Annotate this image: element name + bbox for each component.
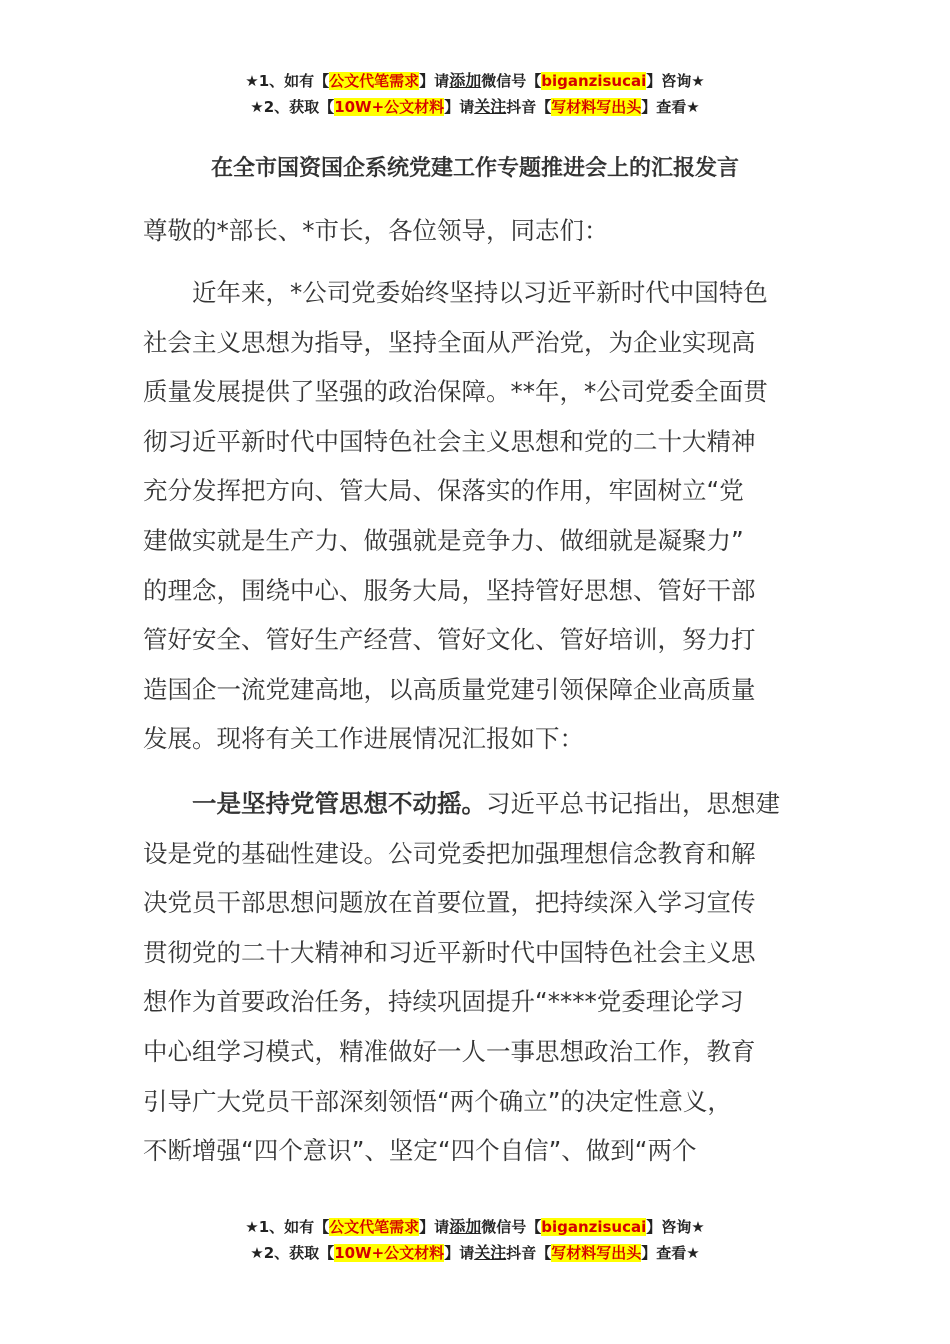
paragraph-1	[143, 268, 809, 764]
banner-text: ★1、如有【	[245, 1218, 330, 1236]
text-line: 不断增强“四个意识”、坚定“四个自信”、做到“两个	[143, 1136, 697, 1166]
banner-highlight: 公文代笔需求	[329, 72, 420, 90]
salutation	[143, 206, 809, 256]
banner-text: 抖音【	[506, 98, 552, 116]
text-line: 设是党的基础性建设。公司党委把加强理想信念教育和解	[143, 838, 756, 868]
banner-highlight: 公文代笔需求	[329, 1218, 420, 1236]
text-line: 彻习近平新时代中国特色社会主义思想和党的二十大精神	[143, 426, 756, 456]
banner-emphasis: 关注	[474, 97, 507, 116]
banner-text: 微信号【	[481, 1218, 542, 1236]
header-banner	[0, 68, 950, 120]
banner-text: 】查看★	[641, 1244, 700, 1262]
section-heading: 一是坚持党管思想不动摇。	[143, 789, 486, 818]
banner-line-2	[0, 94, 950, 120]
banner-text: ★1、如有【	[245, 72, 330, 90]
douyin-id-highlight: 写材料写出头	[551, 1244, 642, 1262]
paragraph-2	[143, 779, 809, 1176]
text-line: 贯彻党的二十大精神和习近平新时代中国特色社会主义思	[143, 937, 756, 967]
text-line: 社会主义思想为指导，坚持全面从严治党，为企业实现高	[143, 327, 756, 357]
banner-highlight: 10W+公文材料	[334, 1244, 445, 1262]
banner-text: 】请	[419, 72, 450, 90]
salutation-line: 尊敬的*部长、*市长，各位领导，同志们：	[143, 216, 609, 245]
banner-text: 】请	[444, 98, 475, 116]
text-line: 中心组学习模式，精准做好一人一事思想政治工作，教育	[143, 1036, 756, 1066]
banner-text: 】请	[444, 1244, 475, 1262]
text-line: 想作为首要政治任务，持续巩固提升“****党委理论学习	[143, 987, 744, 1017]
text-line: 决党员干部思想问题放在首要位置，把持续深入学习宣传	[143, 888, 756, 918]
banner-text: 抖音【	[506, 1244, 552, 1262]
text-line	[143, 779, 809, 829]
text-line: 近年来，*公司党委始终坚持以习近平新时代中国特色	[143, 278, 768, 307]
footer-banner	[0, 1214, 950, 1266]
text-run: 习近平总书记指出，思想建	[486, 789, 780, 818]
text-line: 引导广大党员干部深刻领悟“两个确立”的决定性意义，	[143, 1086, 732, 1116]
banner-emphasis: 添加	[449, 71, 482, 90]
douyin-id-highlight: 写材料写出头	[551, 98, 642, 116]
banner-text: 微信号【	[481, 72, 542, 90]
banner-text: 】咨询★	[646, 1218, 705, 1236]
text-line: 发展。现将有关工作进展情况汇报如下：	[143, 724, 584, 754]
text-line: 建做实就是生产力、做强就是竞争力、做细就是凝聚力”	[143, 525, 744, 555]
banner-line-1	[0, 1214, 950, 1240]
banner-text: ★2、获取【	[250, 1244, 335, 1262]
wechat-id-highlight: biganzisucai	[541, 72, 647, 90]
text-line: 充分发挥把方向、管大局、保落实的作用，牢固树立“党	[143, 476, 744, 506]
banner-line-2	[0, 1240, 950, 1266]
banner-highlight: 10W+公文材料	[334, 98, 445, 116]
text-line: 造国企一流党建高地，以高质量党建引领保障企业高质量	[143, 674, 756, 704]
banner-emphasis: 添加	[449, 1217, 482, 1236]
document-title: 在全市国资国企系统党建工作专题推进会上的汇报发言	[210, 156, 739, 181]
text-line: 管好安全、管好生产经营、管好文化、管好培训，努力打	[143, 625, 756, 655]
banner-text: ★2、获取【	[250, 98, 335, 116]
banner-text: 】请	[419, 1218, 450, 1236]
banner-emphasis: 关注	[474, 1243, 507, 1262]
text-line: 的理念，围绕中心、服务大局，坚持管好思想、管好干部	[143, 575, 756, 605]
banner-line-1	[0, 68, 950, 94]
wechat-id-highlight: biganzisucai	[541, 1218, 647, 1236]
text-line: 质量发展提供了坚强的政治保障。**年，*公司党委全面贯	[143, 377, 768, 407]
banner-text: 】查看★	[641, 98, 700, 116]
banner-text: 】咨询★	[646, 72, 705, 90]
